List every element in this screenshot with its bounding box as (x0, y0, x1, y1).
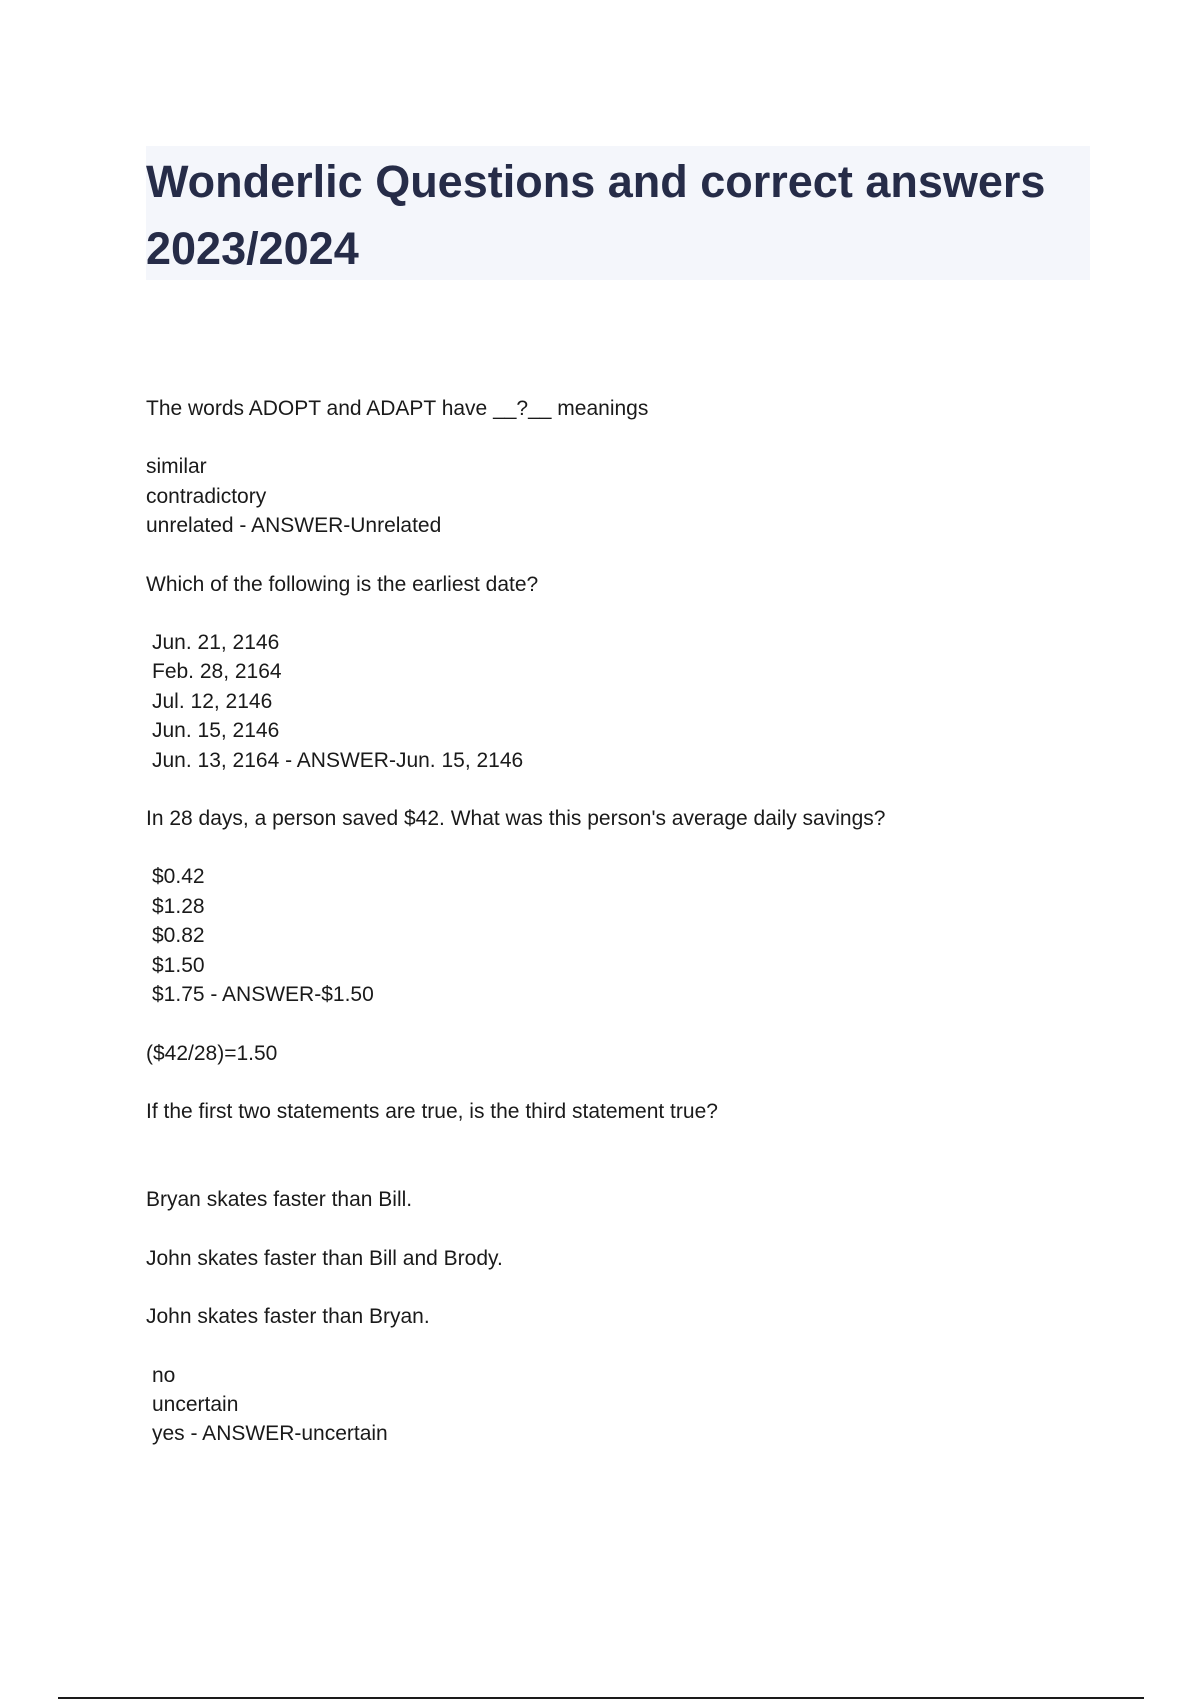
footer-rule (58, 1697, 1144, 1699)
statement: John skates faster than Bryan. (146, 1305, 430, 1329)
answer-option: contradictory (146, 484, 267, 508)
answer-option: $1.28 (152, 894, 205, 918)
answer-explanation: ($42/28)=1.50 (146, 1041, 278, 1065)
question-prompt: In 28 days, a person saved $42. What was this person's average daily savings? (146, 807, 886, 831)
answer-option: $1.50 (152, 953, 205, 977)
question-list (146, 394, 1106, 1449)
answer-option: no (152, 1363, 176, 1387)
answer-option: Jun. 15, 2146 (152, 719, 280, 743)
statement: John skates faster than Bill and Brody. (146, 1246, 503, 1270)
answer-option: Jun. 21, 2146 (152, 631, 280, 655)
answer-option: Jul. 12, 2146 (152, 689, 273, 713)
answer-option: yes - ANSWER-uncertain (152, 1422, 388, 1446)
statement: Bryan skates faster than Bill. (146, 1188, 413, 1212)
answer-option: $1.75 - ANSWER-$1.50 (152, 983, 374, 1007)
answer-option: uncertain (152, 1392, 239, 1416)
title-line-1: Wonderlic Questions and correct answers (146, 156, 1046, 207)
answer-option: similar (146, 455, 207, 479)
answer-option: $0.82 (152, 924, 205, 948)
question-prompt: The words ADOPT and ADAPT have __?__ meanings (146, 397, 649, 420)
answer-option: $0.42 (152, 865, 205, 889)
answer-option: unrelated - ANSWER-Unrelated (146, 514, 442, 538)
document-title (146, 146, 1090, 280)
answer-option: Feb. 28, 2164 (152, 660, 282, 684)
question-prompt: Which of the following is the earliest date? (146, 572, 539, 596)
title-line-2: 2023/2024 (146, 223, 359, 274)
question-prompt: If the first two statements are true, is the third statement true? (146, 1099, 718, 1123)
answer-option: Jun. 13, 2164 - ANSWER-Jun. 15, 2146 (152, 748, 524, 772)
